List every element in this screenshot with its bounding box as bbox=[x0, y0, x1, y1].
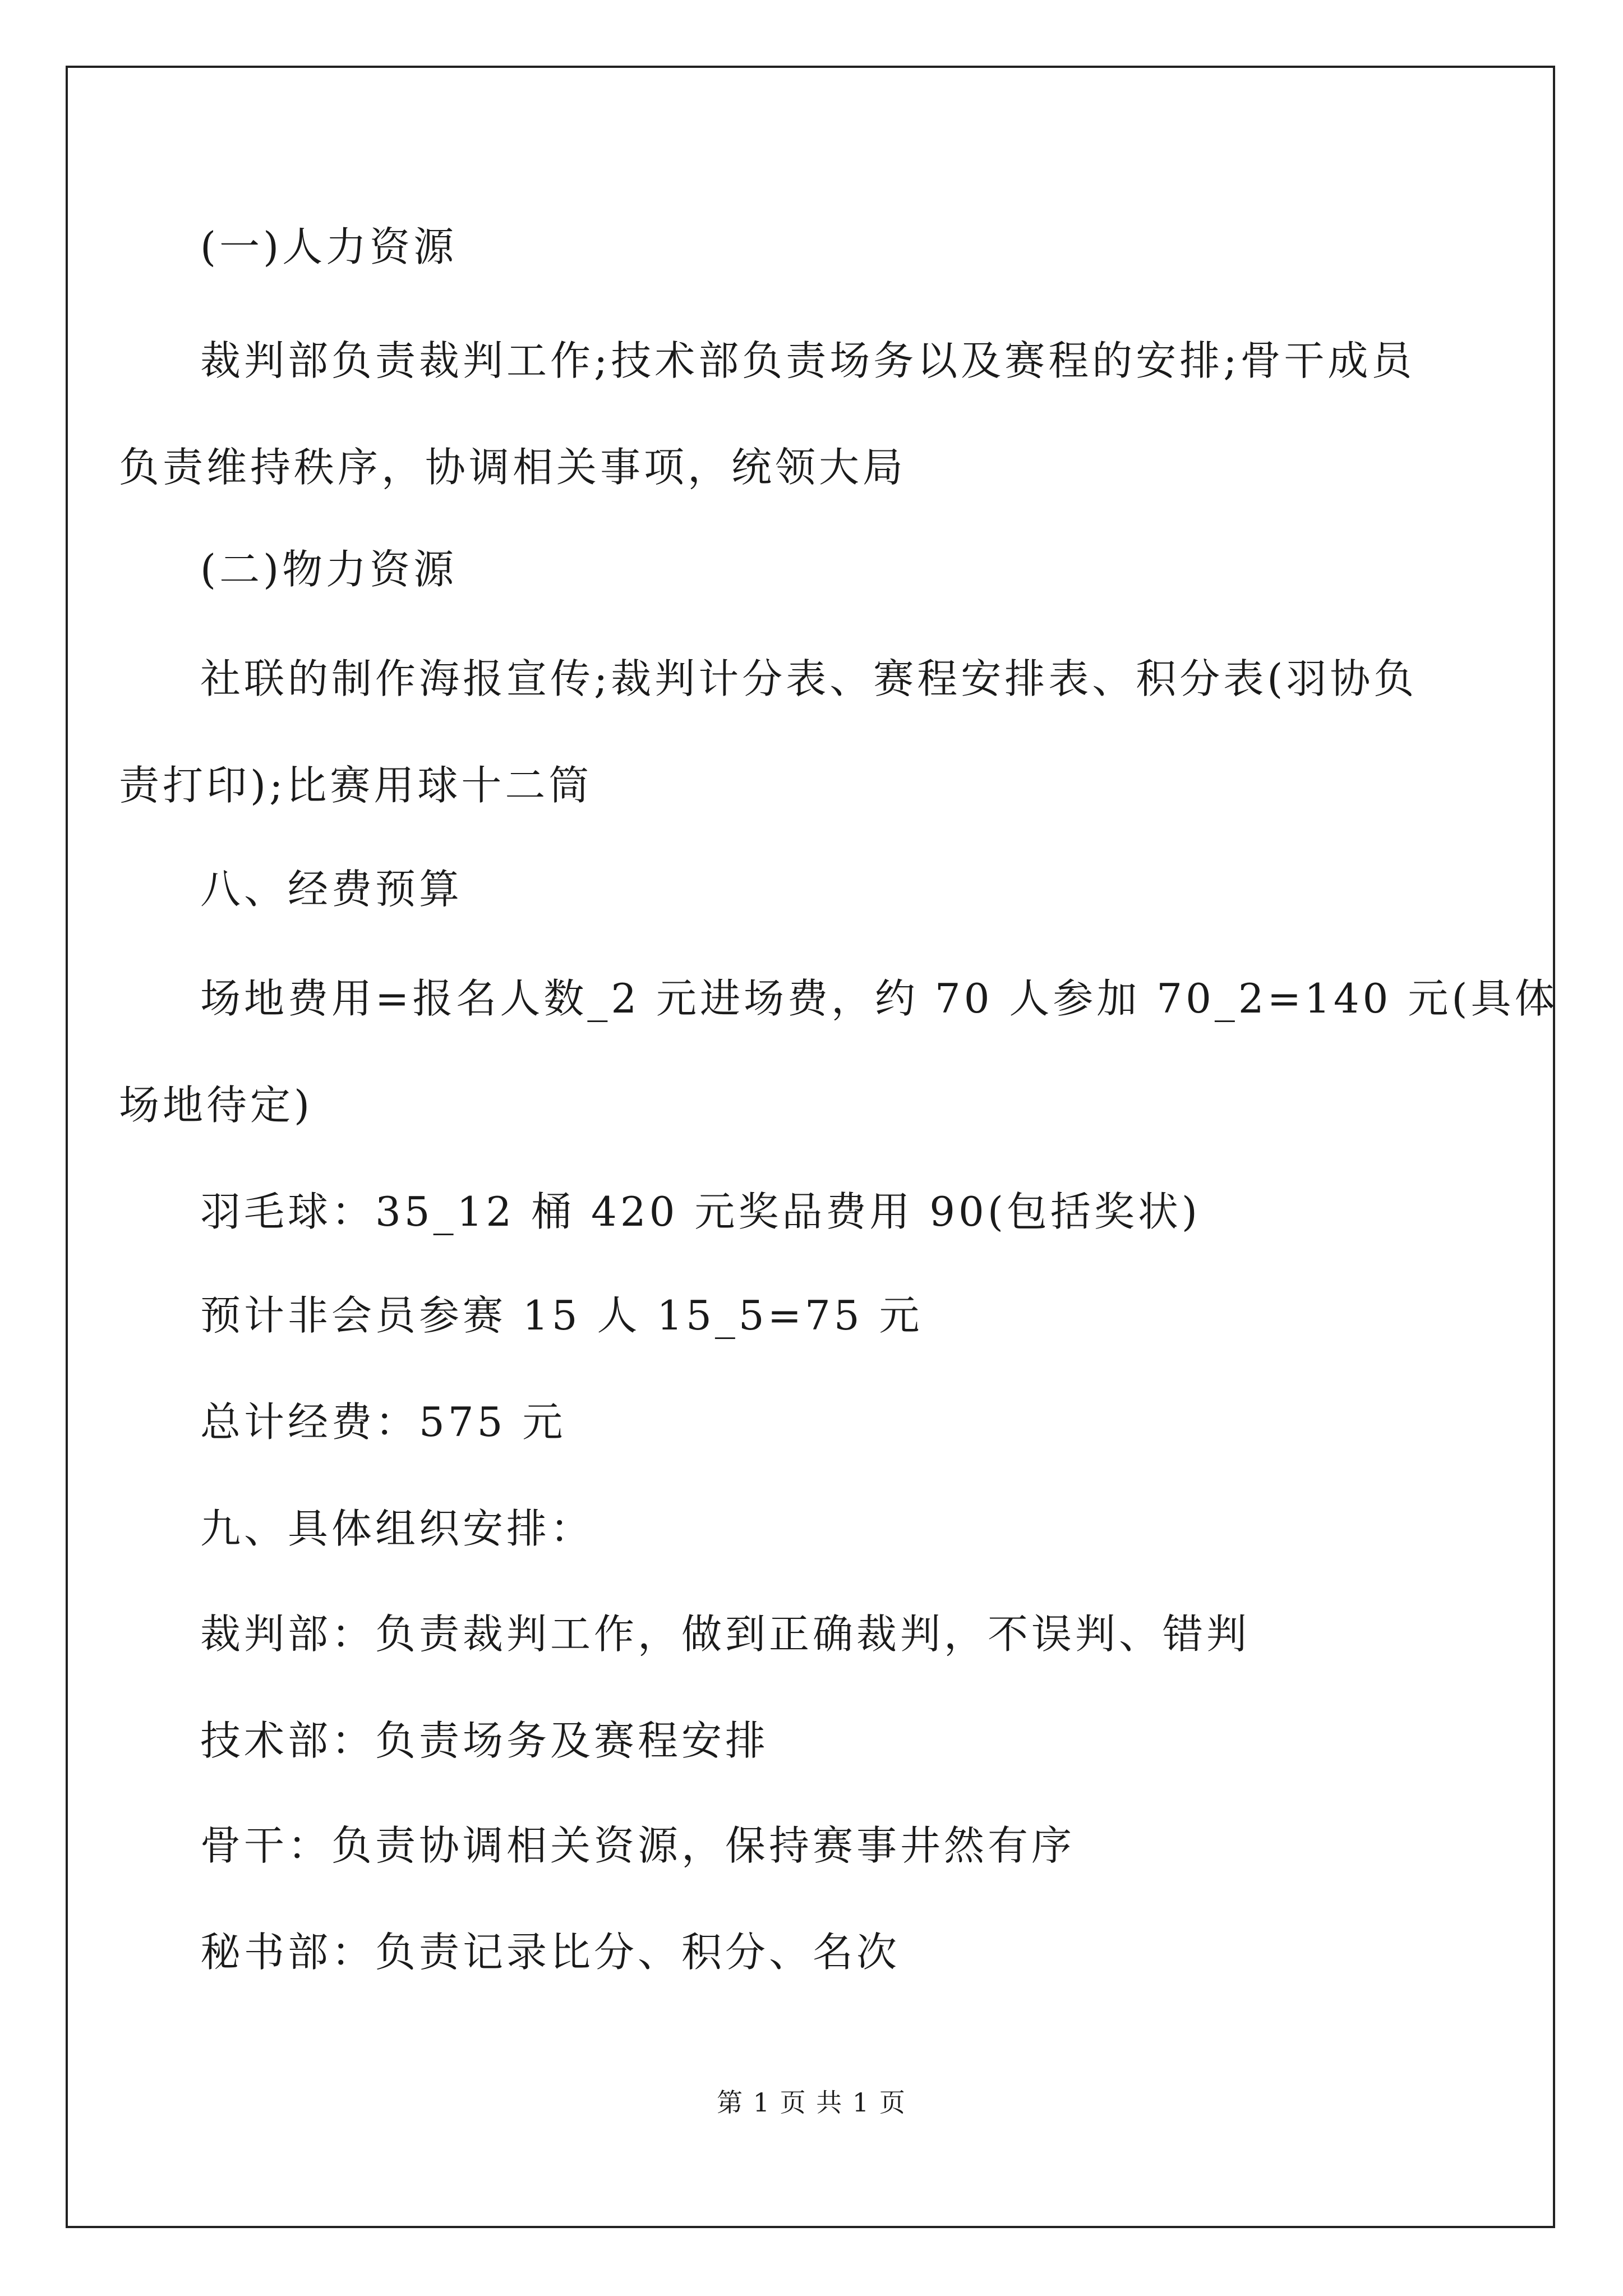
paragraph-line: 责打印);比赛用球十二筒 bbox=[119, 762, 593, 809]
paragraph-line: 裁判部负责裁判工作;技术部负责场务以及赛程的安排;骨干成员 bbox=[200, 337, 1415, 384]
paragraph-line: 总计经费：575 元 bbox=[200, 1398, 566, 1446]
paragraph-line: 羽毛球：35_12 桶 420 元奖品费用 90(包括奖状) bbox=[200, 1188, 1201, 1235]
paragraph-line: 负责维持秩序，协调相关事项，统领大局 bbox=[119, 444, 907, 491]
heading-budget: 八、经费预算 bbox=[200, 866, 463, 913]
heading-human-resources: (一)人力资源 bbox=[200, 223, 458, 270]
paragraph-line: 场地费用=报名人数_2 元进场费，约 70 人参加 70_2=140 元(具体 bbox=[200, 975, 1559, 1022]
paragraph-line: 技术部：负责场务及赛程安排 bbox=[200, 1717, 769, 1764]
paragraph-line: 社联的制作海报宣传;裁判计分表、赛程安排表、积分表(羽协负 bbox=[200, 655, 1418, 702]
heading-organization: 九、具体组织安排： bbox=[200, 1505, 594, 1552]
paragraph-line: 秘书部：负责记录比分、积分、名次 bbox=[200, 1929, 901, 1976]
heading-material-resources: (二)物力资源 bbox=[200, 546, 458, 593]
page-border bbox=[66, 66, 1555, 2228]
paragraph-line: 场地待定) bbox=[119, 1082, 313, 1129]
paragraph-line: 预计非会员参赛 15 人 15_5=75 元 bbox=[200, 1292, 923, 1339]
page-number-footer: 第 1 页 共 1 页 bbox=[717, 2087, 906, 2118]
paragraph-line: 骨干：负责协调相关资源，保持赛事井然有序 bbox=[200, 1822, 1076, 1869]
paragraph-line: 裁判部：负责裁判工作，做到正确裁判，不误判、错判 bbox=[200, 1611, 1251, 1658]
